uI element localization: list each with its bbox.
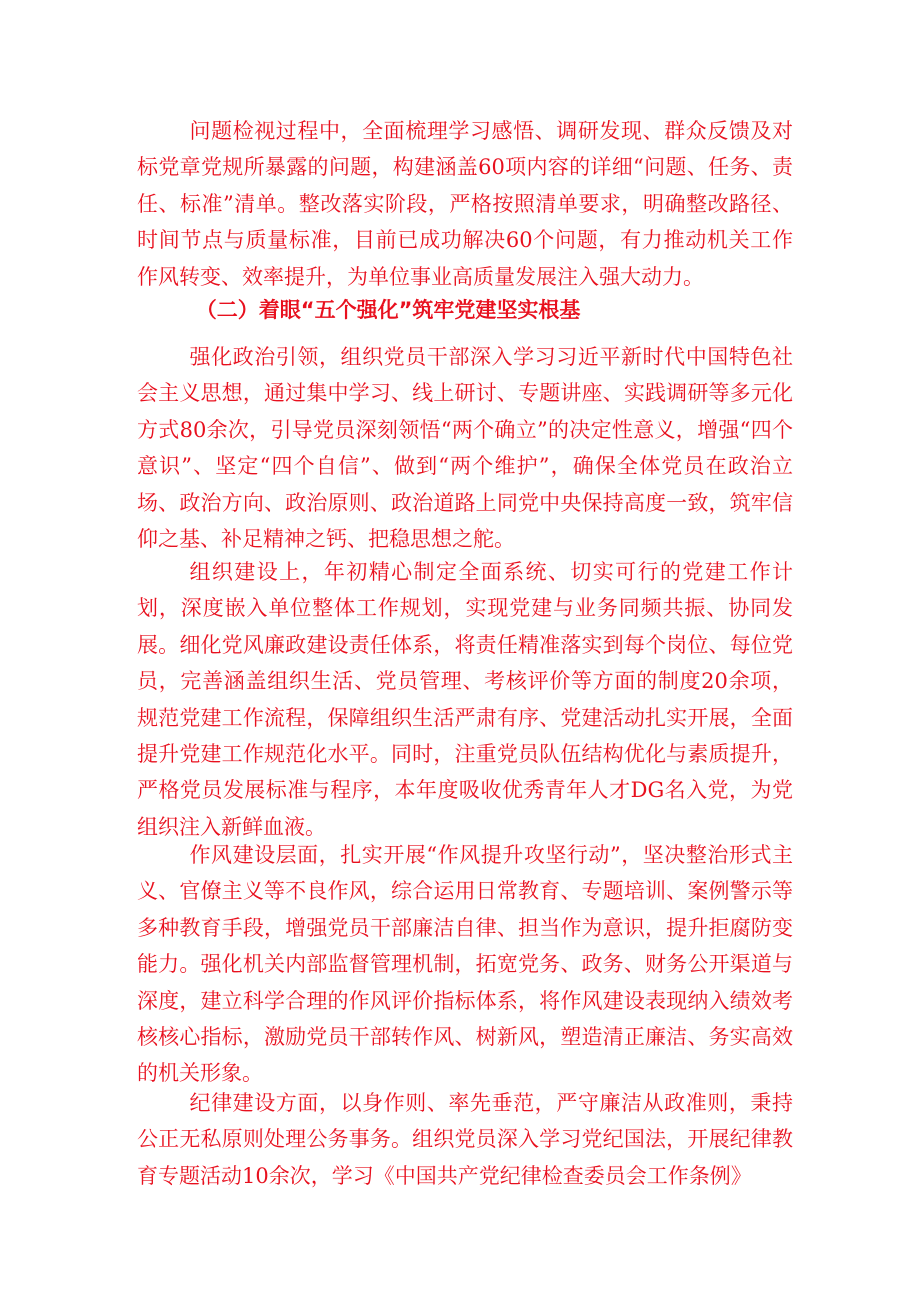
paragraph-problem-review: 问题检视过程中，全面梳理学习感悟、调研发现、群众反馈及对标党章党规所暴露的问题，构建涵盖60项内容的详细“问题、任务、责任、标准”清单。整改落实阶段，严格按照清单要求，明确整改路径、时间节点与质量标准，目前已成功解决60个问题，有力推动机关工作作风转变、效率提升，为单位事业高质量发展注入强大动力。 [137,119,793,289]
paragraph-organization-building: 组织建设上，年初精心制定全面系统、切实可行的党建工作计划，深度嵌入单位整体工作规划，实现党建与业务同频共振、协同发展。细化党风廉政建设责任体系，将责任精准落实到每个岗位、每位党员，完善涵盖组织生活、党员管理、考核评价等方面的制度20余项，规范党建工作流程，保障组织生活严肃有序、党建活动扎实开展，全面提升党建工作规范化水平。同时，注重党员队伍结构优化与素质提升，严格党员发展标准与程序，本年度吸收优秀青年人才DG名入党，为党组织注入新鲜血液。 [137,560,793,839]
paragraph-work-style-building: 作风建设层面，扎实开展“作风提升攻坚行动”，坚决整治形式主义、官僚主义等不良作风，综合运用日常教育、专题培训、案例警示等多种教育手段，增强党员干部廉洁自律、担当作为意识，提升拒腐防变能力。强化机关内部监督管理机制，拓宽党务、政务、财务公开渠道与深度，建立科学合理的作风评价指标体系，将作风建设表现纳入绩效考核核心指标，激励党员干部转作风、树新风，塑造清正廉洁、务实高效的机关形象。 [137,843,793,1086]
paragraph-political-leadership: 强化政治引领，组织党员干部深入学习习近平新时代中国特色社会主义思想，通过集中学习、线上研讨、专题讲座、实践调研等多元化方式80余次，引导党员深刻领悟“两个确立”的决定性意义，增强“四个意识”、坚定“四个自信”、做到“两个维护”，确保全体党员在政治立场、政治方向、政治原则、政治道路上同党中央保持高度一致，筑牢信仰之基、补足精神之钙、把稳思想之舵。 [137,345,793,552]
paragraph-discipline-building: 纪律建设方面，以身作则、率先垂范，严守廉洁从政准则，秉持公正无私原则处理公务事务。组织党员深入学习党纪国法，开展纪律教育专题活动10余次，学习《中国共产党纪律检查委员会工作条例》 [137,1091,793,1188]
section-heading: （二）着眼“五个强化”筑牢党建坚实根基 [195,298,581,322]
